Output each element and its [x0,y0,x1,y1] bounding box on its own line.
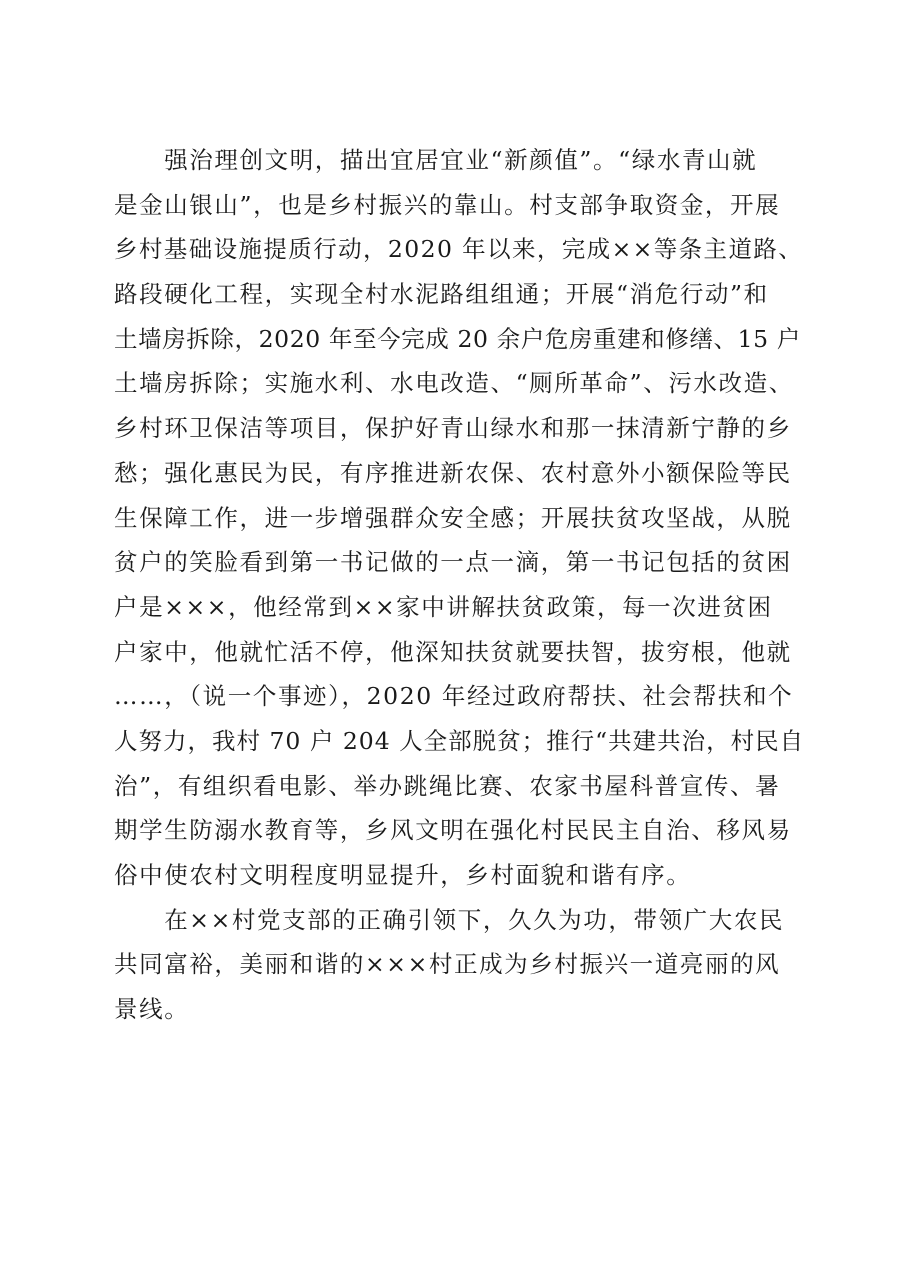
text-line: 贫户的笑脸看到第一书记做的一点一滴，第一书记包括的贫困 [114,548,792,577]
paragraph-2 [114,898,804,1032]
text-line: 共同富裕，美丽和谐的×××村正成为乡村振兴一道亮丽的风 [114,950,781,979]
text-line: 户是×××，他经常到××家中讲解扶贫政策，每一次进贫困 [114,592,773,621]
text-line: 治”，有组织看电影、举办跳绳比赛、农家书屋科普宣传、暑 [114,771,781,800]
paragraph-1 [114,138,804,898]
text-line: 路段硬化工程，实现全村水泥路组组通；开展“消危行动”和 [114,280,769,309]
text-line: 在××村党支部的正确引领下，久久为功，带领广大农民 [114,905,785,934]
text-line: 土墙房拆除，2020 年至今完成 20 余户危房重建和修缮、15 户 [114,324,801,353]
text-line: 人努力，我村 70 户 204 人全部脱贫；推行“共建共治，村民自 [114,726,805,755]
text-line: 是金山银山”，也是乡村振兴的靠山。村支部争取资金，开展 [114,190,781,219]
text-line: 景线。 [114,995,190,1024]
text-line: 乡村环卫保洁等项目，保护好青山绿水和那一抹清新宁静的乡 [114,414,792,443]
text-line: 土墙房拆除；实施水利、水电改造、“厕所革命”、污水改造、 [114,369,794,398]
text-line: 强治理创文明，描出宜居宜业“新颜值”。“绿水青山就 [114,146,758,174]
text-line: ……，（说一个事迹），2020 年经过政府帮扶、社会帮扶和个 [114,682,794,711]
text-line: 乡村基础设施提质行动，2020 年以来，完成××等条主道路、 [114,235,804,264]
text-line: 户家中，他就忙活不停，他深知扶贫就要扶智，拔穷根，他就 [114,637,792,666]
text-line: 俗中使农村文明程度明显提升，乡村面貌和谐有序。 [114,861,692,889]
body-text [114,138,804,1032]
text-line: 生保障工作，进一步增强群众安全感；开展扶贫攻坚战，从脱 [114,503,792,532]
text-line: 期学生防溺水教育等，乡风文明在强化村民民主自治、移风易 [114,816,792,845]
text-line: 愁；强化惠民为民，有序推进新农保、农村意外小额保险等民 [114,458,792,487]
